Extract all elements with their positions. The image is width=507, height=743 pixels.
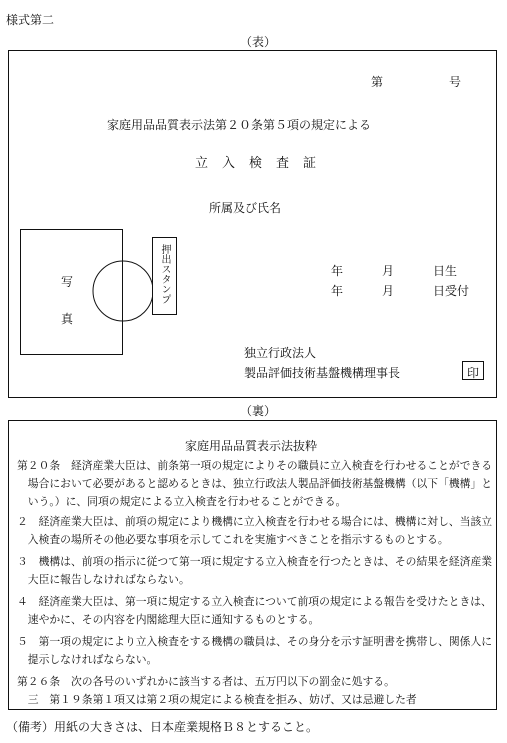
stamp-circle-icon xyxy=(91,259,155,323)
received-day-label: 日受付 xyxy=(433,284,470,298)
number-suffix: 号 xyxy=(449,75,462,89)
issuer-line-1: 独立行政法人 xyxy=(244,346,317,360)
excerpt-line: ２ 経済産業大臣は、前項の規定により機構に立入検査を行わせる場合には、機構に対し、当該立 xyxy=(17,515,493,528)
form-label: 様式第二 xyxy=(6,13,55,27)
photo-label-2: 真 xyxy=(61,312,74,326)
excerpt-line: 速やかに、その内容を内閣総理大臣に通知するものとする。 xyxy=(17,613,320,626)
number-label: 第 xyxy=(371,75,384,89)
excerpt-line: 大臣に報告しなければならない。 xyxy=(17,573,190,586)
issuer-line-2: 製品評価技術基盤機構理事長 xyxy=(244,366,401,380)
photo-label-1: 写 xyxy=(61,275,74,289)
seal-label: 印 xyxy=(467,366,480,380)
note-text: （備考）用紙の大きさは、日本産業規格Ｂ８とすること。 xyxy=(6,720,319,734)
excerpt-line: ４ 経済産業大臣は、第一項に規定する立入検査について前項の規定による報告を受けたときは、 xyxy=(17,595,492,608)
excerpt-line: 場合において必要があると認めるときは、独立行政法人製品評価技術基盤機構（以下「機構」と xyxy=(17,477,493,490)
front-card xyxy=(8,50,497,398)
seal-box xyxy=(462,361,484,380)
received-month-label: 月 xyxy=(382,284,395,298)
excerpt-line: ３ 機構は、前項の指示に従つて第一項に規定する立入検査を行つたときは、その結果を経済産業 xyxy=(17,555,493,568)
back-card xyxy=(8,420,497,710)
excerpt-line: 提示しなければならない。 xyxy=(17,653,158,666)
received-year-label: 年 xyxy=(331,284,344,298)
certificate-title: 立入検査証 xyxy=(195,156,331,171)
excerpt-line: 第２０条 経済産業大臣は、前条第一項の規定によりその職員に立入検査を行わせることができる xyxy=(17,459,493,472)
affiliation-label: 所属及び氏名 xyxy=(209,201,282,215)
excerpt-line: 第２６条 次の各号のいずれかに該当する者は、五万円以下の罰金に処する。 xyxy=(17,675,395,688)
excerpt-line: 入検査の場所その他必要な事項を示してこれを実施すべきことを指示するものとする。 xyxy=(17,533,449,546)
excerpt-line: ５ 第一項の規定により立入検査をする機構の職員は、その身分を示す証明書を携帯し、関係人に xyxy=(17,635,493,648)
birth-year-label: 年 xyxy=(331,264,344,278)
back-side-label: （裏） xyxy=(240,404,277,418)
stamp-label-box xyxy=(152,237,177,315)
front-side-label: （表） xyxy=(240,35,277,49)
birth-day-label: 日生 xyxy=(433,264,458,278)
excerpt-line: いう。）に、同項の規定による立入検査を行わせることができる。 xyxy=(17,495,347,508)
excerpt-line: 三 第１９条第１項又は第２項の規定による検査を拒み、妨げ、又は忌避した者 xyxy=(17,693,417,706)
birth-month-label: 月 xyxy=(382,264,395,278)
excerpt-heading: 家庭用品品質表示法抜粋 xyxy=(185,439,318,453)
law-reference-line: 家庭用品品質表示法第２０条第５項の規定による xyxy=(107,118,372,132)
stamp-label: 押出スタンプ xyxy=(159,244,170,304)
